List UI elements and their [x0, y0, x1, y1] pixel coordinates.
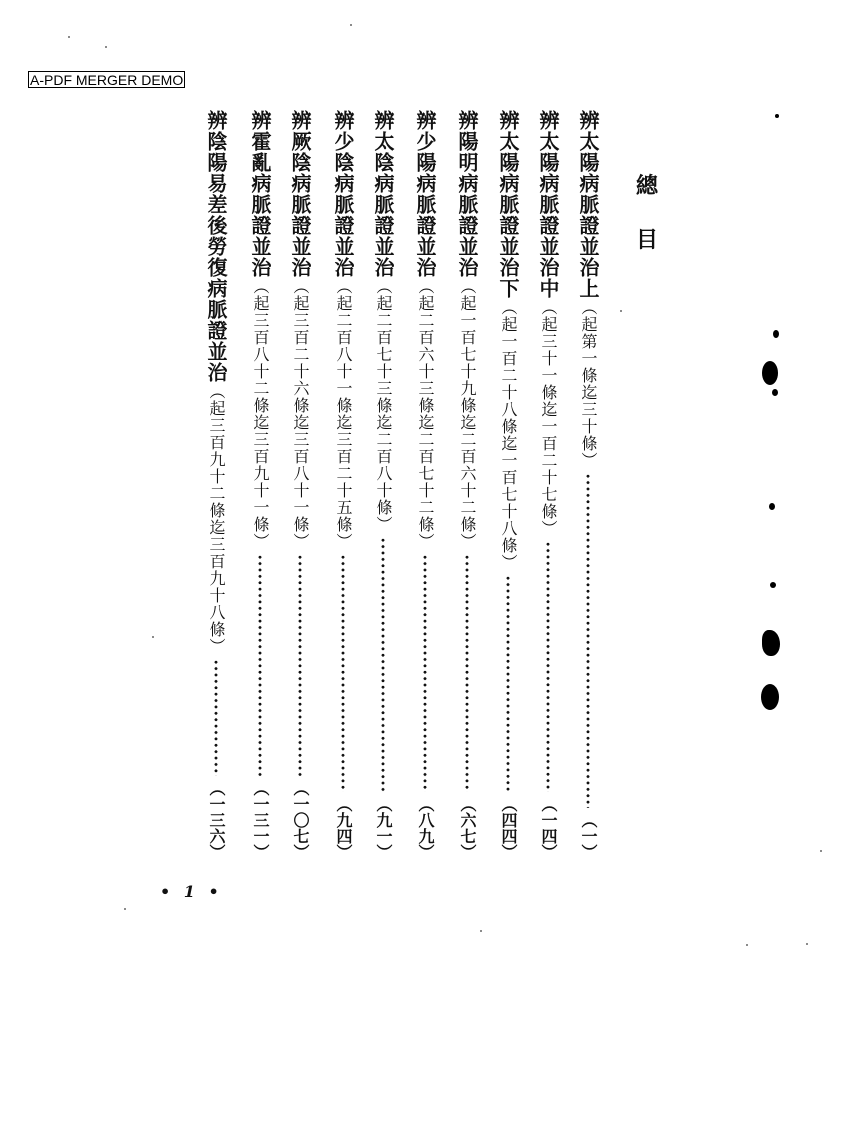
dot-leader — [214, 659, 218, 776]
scan-blot — [775, 114, 779, 118]
title-char-1: 總 — [635, 173, 658, 199]
toc-entry-heading: 辨太陽病脈證並治中 — [536, 110, 560, 299]
scan-speck — [124, 908, 126, 910]
toc-entry[interactable] — [286, 110, 314, 860]
scan-speck — [480, 930, 482, 932]
toc-entry-heading: 辨陰陽易差後勞復病脈證並治 — [204, 110, 228, 383]
toc-entry-page: （一） — [579, 812, 598, 860]
toc-entry[interactable] — [411, 110, 439, 860]
scan-blot — [769, 503, 775, 510]
scan-speck — [152, 636, 154, 638]
scan-speck — [68, 36, 70, 38]
toc-entry-heading: 辨太陽病脈證並治下 — [496, 110, 520, 299]
toc-entry-page: （一三一） — [251, 780, 270, 860]
toc-entry[interactable] — [574, 110, 602, 860]
toc-entry-page: （一四） — [539, 796, 558, 860]
page-number: • 1 • — [160, 882, 223, 901]
toc-entry-page: （一〇七） — [291, 780, 310, 860]
toc-entry-page: （八九） — [416, 796, 435, 860]
toc-entry-page: （六七） — [458, 796, 477, 860]
toc-entry-range: （起一百二十八條迄一百七十八條） — [499, 299, 518, 571]
toc-entry-heading: 辨厥陰病脈證並治 — [288, 110, 312, 278]
dot-leader — [423, 554, 427, 792]
scan-blot — [772, 389, 778, 396]
toc-entry-heading: 辨太陽病脈證並治上 — [576, 110, 600, 299]
toc-entry-range: （起三百二十六條迄三百八十一條） — [291, 278, 310, 550]
toc-entry-heading: 辨少陰病脈證並治 — [331, 110, 355, 278]
toc-entry-range: （起第一條迄三十條） — [579, 299, 598, 469]
toc-entry-heading: 辨少陽病脈證並治 — [413, 110, 437, 278]
toc-entry[interactable] — [534, 110, 562, 860]
toc-entry-range: （起一百七十九條迄二百六十二條） — [458, 278, 477, 550]
dot-leader — [298, 554, 302, 776]
toc-entry-heading: 辨太陰病脈證並治 — [371, 110, 395, 278]
toc-entry-range: （起三百八十二條迄三百九十一條） — [251, 278, 270, 550]
dot-leader — [506, 575, 510, 792]
toc-entry-heading: 辨陽明病脈證並治 — [455, 110, 479, 278]
toc-entry[interactable] — [369, 110, 397, 860]
dot-leader — [381, 537, 385, 792]
toc-entry[interactable] — [329, 110, 357, 860]
toc-entry-range: （起三百九十二條迄三百九十八條） — [207, 383, 226, 655]
toc-entry-range: （起三十一條迄一百二十七條） — [539, 299, 558, 537]
dot-leader — [586, 473, 590, 808]
dot-leader — [465, 554, 469, 792]
toc-entry-page: （四四） — [499, 796, 518, 860]
toc-entry[interactable] — [453, 110, 481, 860]
dot-leader — [341, 554, 345, 792]
scan-speck — [105, 46, 107, 48]
scan-blot — [762, 361, 778, 385]
toc-entry-range: （起二百六十三條迄二百七十二條） — [416, 278, 435, 550]
watermark-label: A-PDF MERGER DEMO — [30, 72, 184, 88]
scan-blot — [762, 630, 780, 656]
scan-speck — [806, 943, 808, 945]
toc-entry-range: （起二百七十三條迄二百八十條） — [374, 278, 393, 533]
dot-leader — [546, 541, 550, 792]
page-title — [634, 175, 660, 251]
toc-entry[interactable] — [494, 110, 522, 860]
scan-blot — [761, 684, 779, 710]
scan-speck — [746, 944, 748, 946]
dot-leader — [258, 554, 262, 776]
scan-speck — [620, 310, 622, 312]
toc-entry-range: （起二百八十一條迄三百二十五條） — [334, 278, 353, 550]
toc-entry[interactable] — [246, 110, 274, 860]
toc-entry-heading: 辨霍亂病脈證並治 — [248, 110, 272, 278]
scan-blot — [773, 330, 779, 338]
scan-speck — [820, 850, 822, 852]
toc-entry-page: （一三六） — [207, 780, 226, 860]
title-char-2: 目 — [635, 227, 658, 253]
scan-speck — [350, 24, 352, 26]
scan-blot — [770, 582, 776, 588]
toc-entry-page: （九四） — [334, 796, 353, 860]
toc-entry[interactable] — [202, 110, 230, 860]
toc-entry-page: （九一） — [374, 796, 393, 860]
